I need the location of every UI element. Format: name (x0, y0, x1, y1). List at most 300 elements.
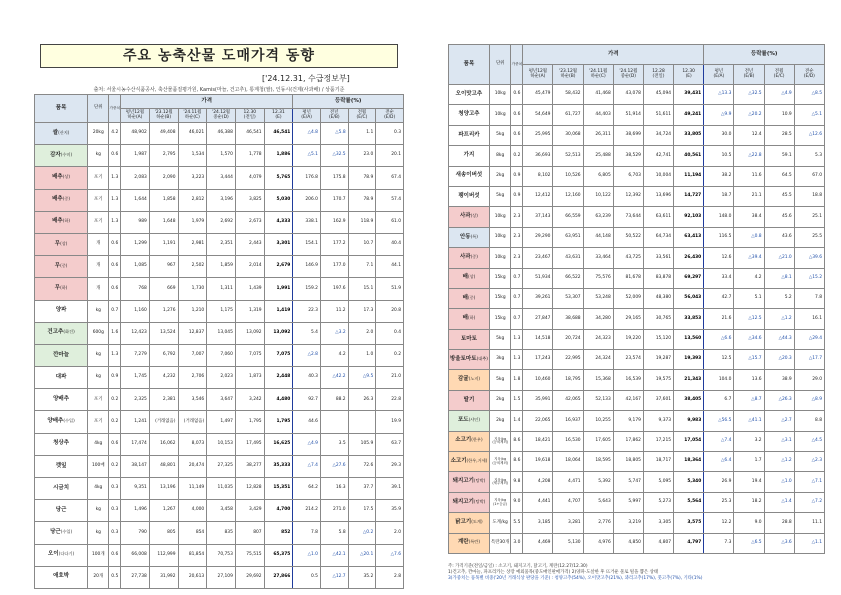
price-cell: 81,854 (178, 544, 207, 566)
item-name: 계란(특란) (449, 533, 490, 553)
rate-cell: 206.0 (293, 189, 321, 211)
rate-cell: △8.5 (794, 85, 824, 105)
price-cell: 1,873 (235, 367, 264, 389)
rate-cell: △22.8 (734, 146, 764, 166)
rate-cell: 7.1 (348, 256, 376, 278)
rate-cell: 40.3 (293, 367, 321, 389)
rate-cell: 92.7 (293, 389, 321, 411)
item-unit: 개 (88, 233, 109, 255)
price-cell: 4,480 (264, 389, 293, 411)
header-rate-col-3: 전순 (E/D) (376, 109, 404, 123)
rate-cell: 45.5 (764, 186, 794, 206)
price-cell: 36,693 (523, 146, 553, 166)
rate-cell: 35.9 (376, 500, 404, 522)
header-rate-col-0: 평년 (E/A) (704, 65, 734, 85)
header-item: 품목 (35, 95, 88, 123)
price-cell: 19,618 (523, 452, 553, 472)
item-name: 양배추 (35, 389, 88, 411)
price-cell: 1,570 (207, 145, 236, 167)
price-cell: 2,090 (149, 167, 178, 189)
item-weight: 3.0 (511, 533, 523, 553)
price-cell: 18,795 (553, 370, 583, 390)
item-name: 대파 (35, 367, 88, 389)
rate-cell: 18.8 (794, 186, 824, 206)
price-cell: 16,937 (553, 411, 583, 431)
item-weight: 0.6 (109, 278, 121, 300)
rate-cell: 88.2 (320, 389, 348, 411)
item-unit: 100개 (88, 544, 109, 566)
header-item: 품목 (449, 45, 490, 85)
rate-cell: 51.9 (376, 278, 404, 300)
footnote-2: 1)건고추, 깐마늘, 파프리카는 상장 예외품목(중도매인판매가격) 2)양파·도살한 후 뜨거운 물로 털을 뽑은 상태 (448, 570, 659, 575)
item-unit: kg (88, 145, 109, 167)
rate-cell: 64.2 (293, 478, 321, 500)
price-cell: 14,727 (674, 186, 704, 206)
price-cell: 38,699 (613, 125, 643, 145)
price-cell: 22,065 (523, 411, 553, 431)
header-rate-col-1: 전년 (E/B) (734, 65, 764, 85)
rate-cell: 17.3 (348, 300, 376, 322)
price-cell: 2,795 (149, 145, 178, 167)
item-unit: 포기 (88, 411, 109, 433)
rate-cell: 44.6 (293, 411, 321, 433)
price-cell: 1,160 (121, 300, 150, 322)
price-cell: 64,734 (643, 227, 673, 247)
rate-cell: 177.0 (320, 256, 348, 278)
item-weight: 0.2 (109, 455, 121, 477)
rate-cell: 197.6 (320, 278, 348, 300)
item-name: 건고추(화건) (35, 322, 88, 344)
price-cell: 12,423 (121, 322, 150, 344)
price-cell: 44,148 (583, 227, 613, 247)
item-unit: 도계/kg (489, 513, 511, 533)
header-col-0: 평년12월 하순(A) (523, 65, 553, 85)
price-cell: 16,062 (149, 433, 178, 455)
price-cell: 63,413 (674, 227, 704, 247)
price-cell: 92,103 (674, 207, 704, 227)
rate-cell: △3.2 (320, 322, 348, 344)
price-cell: 34,724 (643, 125, 673, 145)
rate-cell: 10.9 (764, 105, 794, 125)
rate-cell: 8.8 (794, 411, 824, 431)
item-name: 돼지고기(탕박) (449, 492, 490, 512)
price-cell: 3,825 (235, 189, 264, 211)
rate-cell: 21.1 (734, 186, 764, 206)
rate-cell: 17.5 (348, 500, 376, 522)
price-cell: (거래없음) (149, 411, 178, 433)
rate-cell: 16.3 (320, 478, 348, 500)
table-row (449, 125, 825, 145)
price-cell: 2,812 (178, 189, 207, 211)
price-cell: 7,075 (235, 344, 264, 366)
rate-cell: 45.6 (764, 207, 794, 227)
price-cell: 12,160 (553, 186, 583, 206)
rate-cell: 146.9 (293, 256, 321, 278)
price-cell: 70,753 (207, 544, 236, 566)
table-row (449, 370, 825, 390)
item-unit: 15kg (489, 309, 511, 329)
price-cell: 33,464 (583, 248, 613, 268)
rate-cell: 7.8 (293, 522, 321, 544)
item-unit: kg (88, 500, 109, 522)
rate-cell: 67.0 (794, 166, 824, 186)
price-cell: 73,644 (613, 207, 643, 227)
table-row (35, 367, 404, 389)
rate-cell: △32.5 (320, 145, 348, 167)
price-cell: 63,611 (643, 207, 673, 227)
price-cell: 27,325 (207, 455, 236, 477)
table-row (35, 145, 404, 167)
item-name: 포도(샤인) (449, 411, 490, 431)
item-name: 당근 (35, 500, 88, 522)
item-unit: 2kg (489, 390, 511, 410)
price-cell: 83,878 (643, 268, 673, 288)
price-cell: 2,381 (149, 389, 178, 411)
price-cell: 8,102 (523, 166, 553, 186)
item-weight: 0.6 (109, 544, 121, 566)
rate-cell: 19.9 (376, 411, 404, 433)
item-weight: 0.6 (511, 85, 523, 105)
rate-cell: 2.8 (376, 566, 404, 588)
price-cell: 20,613 (178, 566, 207, 588)
table-row (35, 389, 404, 411)
rate-cell: 2.0 (348, 322, 376, 344)
price-cell: 2,673 (235, 211, 264, 233)
rate-cell: 42.7 (704, 288, 734, 308)
price-cell: 13,560 (674, 329, 704, 349)
item-name: 양파 (35, 300, 88, 322)
price-cell: 81,678 (613, 268, 643, 288)
table-row (449, 186, 825, 206)
rate-cell: 72.6 (348, 455, 376, 477)
item-name: 가지 (449, 146, 490, 166)
price-cell: 17,215 (643, 431, 673, 451)
rate-cell: △34.6 (734, 329, 764, 349)
item-unit: 10kg (489, 248, 511, 268)
item-weight: 0.6 (109, 433, 121, 455)
rate-cell: 28.8 (764, 513, 794, 533)
price-cell: 48,380 (643, 288, 673, 308)
price-cell: 9,983 (674, 411, 704, 431)
rate-cell: 37.7 (348, 478, 376, 500)
table-row (449, 492, 825, 512)
rate-cell: 338.1 (293, 211, 321, 233)
rate-cell: △4.8 (293, 123, 321, 145)
rate-cell: △26.3 (764, 390, 794, 410)
rate-cell: △1.4 (764, 492, 794, 512)
price-cell: 1,276 (149, 300, 178, 322)
footnotes (448, 564, 828, 582)
table-row (35, 233, 404, 255)
item-unit: 10kg (489, 105, 511, 125)
price-cell: 45,094 (643, 85, 673, 105)
rate-cell: 116.5 (704, 227, 734, 247)
rate-cell: 170.7 (320, 189, 348, 211)
price-cell: 65,375 (264, 544, 293, 566)
item-unit: 지육/kg (1+등급) (489, 492, 511, 512)
price-cell: 52,513 (553, 146, 583, 166)
price-cell: 1,210 (178, 300, 207, 322)
price-cell: 69,297 (674, 268, 704, 288)
item-unit: 5kg (489, 125, 511, 145)
rate-cell: △4.9 (293, 433, 321, 455)
price-cell: 11,149 (178, 478, 207, 500)
item-name: 새송이버섯 (449, 166, 490, 186)
table-row (35, 123, 404, 145)
item-weight: 8.6 (511, 452, 523, 472)
header-weight: 가중치 (511, 45, 523, 85)
item-weight: 1.3 (511, 329, 523, 349)
price-cell: 2,023 (207, 367, 236, 389)
rate-cell: △17.7 (794, 350, 824, 370)
item-unit: 15kg (489, 288, 511, 308)
price-cell: 4,232 (149, 367, 178, 389)
price-cell: 3,281 (553, 513, 583, 533)
price-cell: 63,239 (583, 207, 613, 227)
item-weight: 4.2 (109, 123, 121, 145)
price-cell: 13,092 (235, 322, 264, 344)
rate-cell: 78.9 (348, 189, 376, 211)
price-cell: 20,474 (178, 455, 207, 477)
rate-cell: 44.1 (376, 256, 404, 278)
rate-cell: 0.5 (293, 566, 321, 588)
item-name: 배(상) (449, 268, 490, 288)
table-row (35, 211, 404, 233)
table-row (35, 478, 404, 500)
price-cell: 10,153 (207, 433, 236, 455)
item-name: 깻잎 (35, 455, 88, 477)
price-cell: 4,469 (523, 533, 553, 553)
header-col-1: '23.12월 하순(B) (149, 109, 178, 123)
item-weight: 1.6 (109, 322, 121, 344)
header-col-5: 12.31 (E) (264, 109, 293, 123)
price-cell: 1,991 (264, 278, 293, 300)
price-cell: 12,828 (235, 478, 264, 500)
price-cell: 1,730 (178, 278, 207, 300)
rate-cell: 21.6 (704, 309, 734, 329)
item-name: 배(하) (449, 309, 490, 329)
price-cell: 48,902 (121, 123, 150, 145)
table-row (35, 256, 404, 278)
price-cell: 52,009 (613, 288, 643, 308)
price-cell: 1,979 (178, 211, 207, 233)
item-unit: 5kg (489, 329, 511, 349)
rate-cell: 12.2 (704, 513, 734, 533)
price-cell: 33,805 (674, 125, 704, 145)
table-row (35, 500, 404, 522)
item-weight: 0.6 (109, 145, 121, 167)
price-cell: 13,196 (149, 478, 178, 500)
price-cell: 7,060 (207, 344, 236, 366)
price-cell: 43,631 (553, 248, 583, 268)
price-cell: 25,488 (583, 146, 613, 166)
table-row (449, 248, 825, 268)
rate-cell: 20.1 (376, 145, 404, 167)
price-cell: 38,147 (121, 455, 150, 477)
rate-cell (320, 411, 348, 433)
price-cell: 10,460 (523, 370, 553, 390)
price-cell: 3,196 (207, 189, 236, 211)
rate-cell: 20.8 (376, 300, 404, 322)
price-cell: 2,706 (178, 367, 207, 389)
price-cell: 2,692 (207, 211, 236, 233)
price-cell: 39,431 (674, 85, 704, 105)
table-row (35, 167, 404, 189)
price-cell: 2,014 (235, 256, 264, 278)
price-cell: 12,837 (178, 322, 207, 344)
item-weight: 2.3 (511, 248, 523, 268)
price-cell: 46,021 (178, 123, 207, 145)
item-unit: 20개 (88, 566, 109, 588)
rate-cell: △1.1 (794, 533, 824, 553)
price-cell: 49,241 (674, 105, 704, 125)
item-weight: 0.3 (109, 500, 121, 522)
rate-cell: △39.4 (734, 248, 764, 268)
price-cell: 51,914 (613, 105, 643, 125)
rate-cell: 35.2 (348, 566, 376, 588)
item-unit: 포기 (88, 167, 109, 189)
price-cell: 29,165 (613, 309, 643, 329)
price-cell: 11,194 (674, 166, 704, 186)
price-cell: 1,319 (235, 300, 264, 322)
price-cell: 9,179 (613, 411, 643, 431)
rate-cell: △5.1 (794, 105, 824, 125)
price-cell: (거래없음) (178, 411, 207, 433)
rate-cell: 63.7 (376, 433, 404, 455)
price-cell: 46,388 (207, 123, 236, 145)
price-cell: 6,805 (583, 166, 613, 186)
price-cell: 4,850 (613, 533, 643, 553)
price-cell: 75,576 (583, 268, 613, 288)
price-cell: 4,441 (523, 492, 553, 512)
price-cell: 11,035 (207, 478, 236, 500)
price-cell: 50,522 (613, 227, 643, 247)
price-cell: 5,095 (643, 472, 673, 492)
header-unit: 단위 (489, 45, 511, 85)
price-cell: 1,267 (149, 500, 178, 522)
item-unit: kg (88, 344, 109, 366)
item-unit: 100매 (88, 455, 109, 477)
rate-cell: 1.7 (734, 452, 764, 472)
rate-cell: 33.4 (704, 268, 734, 288)
price-cell: 2,351 (207, 233, 236, 255)
report-date: ['24.12.31, 수급정보부] (262, 74, 350, 83)
rate-cell: △9.9 (704, 105, 734, 125)
price-cell: 4,333 (264, 211, 293, 233)
price-cell: 5,765 (264, 167, 293, 189)
rate-cell: △44.3 (764, 329, 794, 349)
header-price: 가격 (121, 95, 293, 109)
price-cell: 3,223 (178, 167, 207, 189)
item-weight: 0.3 (109, 522, 121, 544)
table-row (35, 278, 404, 300)
price-cell: 16,530 (553, 431, 583, 451)
rate-cell: △29.4 (794, 329, 824, 349)
footnote-1: 주: 가격기준(전일/금일) : 소고기, 돼지고기, 닭고기, 계란(12.27/12.30) (448, 564, 588, 569)
price-cell: 13,045 (207, 322, 236, 344)
rate-cell: 175.8 (320, 167, 348, 189)
price-cell: 14,518 (523, 329, 553, 349)
item-weight: 0.7 (511, 288, 523, 308)
item-name: 오이(다다기) (35, 544, 88, 566)
item-name: 감자(수미) (35, 145, 88, 167)
price-cell: 29,290 (523, 227, 553, 247)
price-cell: 5,130 (553, 533, 583, 553)
rate-cell: △42.2 (320, 367, 348, 389)
price-cell: 4,976 (583, 533, 613, 553)
rate-cell: △9.5 (348, 367, 376, 389)
price-cell: 9,373 (643, 411, 673, 431)
price-cell: 17,054 (674, 431, 704, 451)
table-row (35, 433, 404, 455)
price-cell: 15,120 (643, 329, 673, 349)
item-name: 토마토 (449, 329, 490, 349)
price-cell: 25,995 (523, 125, 553, 145)
item-name: 배추(하) (35, 211, 88, 233)
rate-cell: 1.0 (348, 344, 376, 366)
table-row (449, 411, 825, 431)
table-row (449, 452, 825, 472)
price-cell: 10,122 (583, 186, 613, 206)
item-name: 감귤(노지) (449, 370, 490, 390)
table-row (35, 300, 404, 322)
price-cell: 967 (149, 256, 178, 278)
price-cell: 8,073 (178, 433, 207, 455)
item-weight: 8.6 (511, 431, 523, 451)
price-cell: 66,008 (121, 544, 150, 566)
rate-cell: △5.1 (293, 145, 321, 167)
header-col-0: 평년12월 하순(A) (121, 109, 150, 123)
rate-cell: 5.4 (293, 322, 321, 344)
item-name: 청상추 (35, 433, 88, 455)
rate-cell: 214.2 (293, 500, 321, 522)
price-cell: 26,311 (583, 125, 613, 145)
price-cell: 112,999 (149, 544, 178, 566)
price-cell: 16,539 (613, 370, 643, 390)
price-cell: 19,393 (674, 350, 704, 370)
rate-cell: △7.1 (794, 472, 824, 492)
header-rate-col-2: 전월 (E/C) (764, 65, 794, 85)
rate-cell: 1.1 (348, 123, 376, 145)
item-name: 방울토마토(대추) (449, 350, 490, 370)
table-row (449, 227, 825, 247)
price-cell: 4,700 (264, 500, 293, 522)
rate-cell: △1.0 (293, 544, 321, 566)
price-cell: 3,219 (613, 513, 643, 533)
price-cell: 1,795 (264, 411, 293, 433)
item-name: 배추(중) (35, 189, 88, 211)
rate-cell: 18.7 (704, 186, 734, 206)
header-weight: 가중치 (109, 95, 121, 123)
price-cell: 1,778 (235, 145, 264, 167)
rate-cell: △41.1 (734, 411, 764, 431)
price-cell: 44,403 (583, 105, 613, 125)
price-cell: 66,522 (553, 268, 583, 288)
price-cell: 2,981 (178, 233, 207, 255)
rate-cell: 104.0 (704, 370, 734, 390)
rate-cell: 118.9 (348, 211, 376, 233)
item-name: 오이맛고추 (449, 85, 490, 105)
price-cell: 1,644 (121, 189, 150, 211)
price-cell: 10,255 (583, 411, 613, 431)
table-row (35, 344, 404, 366)
price-cell: 12,412 (523, 186, 553, 206)
price-cell: 807 (235, 522, 264, 544)
rate-cell: 13.6 (734, 370, 764, 390)
price-cell: 1,534 (178, 145, 207, 167)
item-name: 양배추(수입) (35, 411, 88, 433)
price-cell: 34,280 (583, 309, 613, 329)
